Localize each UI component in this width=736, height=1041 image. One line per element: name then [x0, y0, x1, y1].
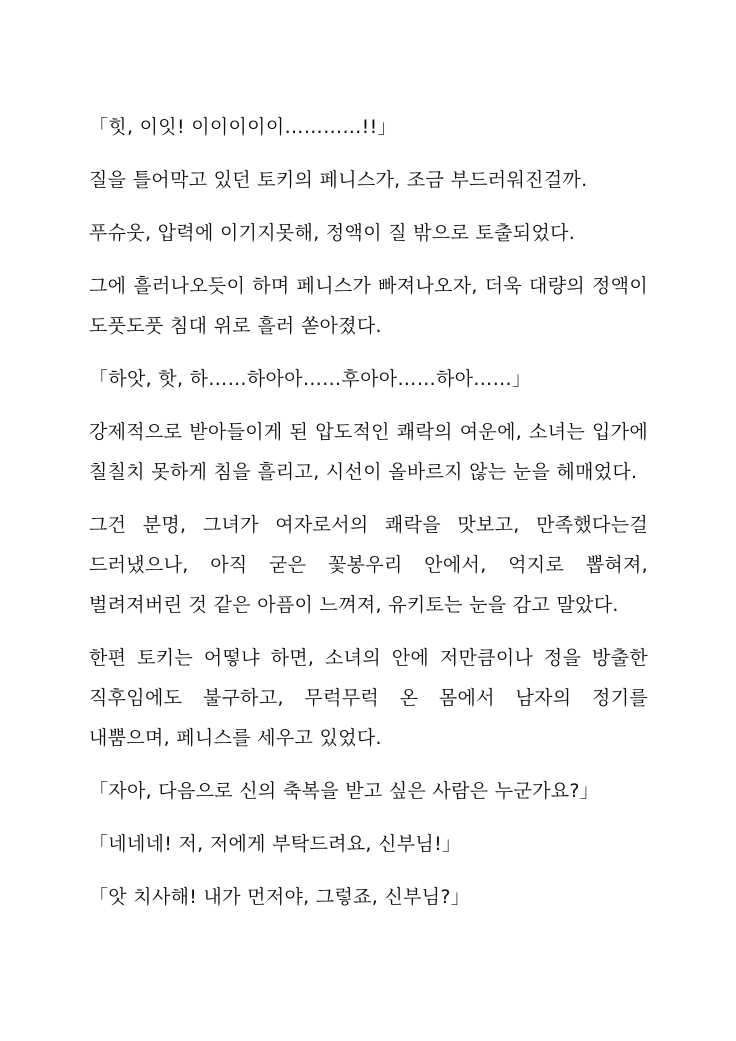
paragraph-2: 질을 틀어막고 있던 토키의 페니스가, 조금 부드러워진걸까.	[89, 169, 588, 191]
paragraph-5: 「하앗, 핫, 하……하아아……후아아……하아……」	[89, 368, 532, 390]
paragraph-8: 한편 토키는 어떻냐 하면, 소녀의 안에 저만큼이나 정을 방출한 직후임에도 불구하고, 무럭무럭 온 몸에서 남자의 정기를 내뿜으며, 페니스를 세우고 있었다.	[89, 647, 648, 749]
paragraph-11: 「앗 치사해! 내가 먼저야, 그렇죠, 신부님?」	[89, 886, 471, 908]
paragraph-7: 그건 분명, 그녀가 여자로서의 쾌락을 맛보고, 만족했다는걸 드러냈으나, 아직 굳은 꽃봉우리 안에서, 억지로 뽑혀져, 벌려져버린 것 같은 아픔이 느껴져, 유키토는 눈을 감고 말았다.	[89, 514, 648, 616]
paragraph-1: 「힛, 이잇! 이이이이이…………!!」	[89, 116, 397, 138]
paragraph-10: 「네네네! 저, 저에게 부탁드려요, 신부님!」	[89, 833, 462, 855]
paragraph-4: 그에 흘러나오듯이 하며 페니스가 빠져나오자, 더욱 대량의 정액이 도풋도풋 침대 위로 흘러 쏟아졌다.	[89, 275, 648, 337]
paragraph-3: 푸슈웃, 압력에 이기지못해, 정액이 질 밖으로 토출되었다.	[89, 222, 576, 244]
paragraph-9: 「자아, 다음으로 신의 축복을 받고 싶은 사람은 누군가요?」	[89, 780, 600, 802]
paragraph-6: 강제적으로 받아들이게 된 압도적인 쾌락의 여운에, 소녀는 입가에 칠칠치 못하게 침을 흘리고, 시선이 올바르지 않는 눈을 헤매었다.	[89, 421, 648, 483]
